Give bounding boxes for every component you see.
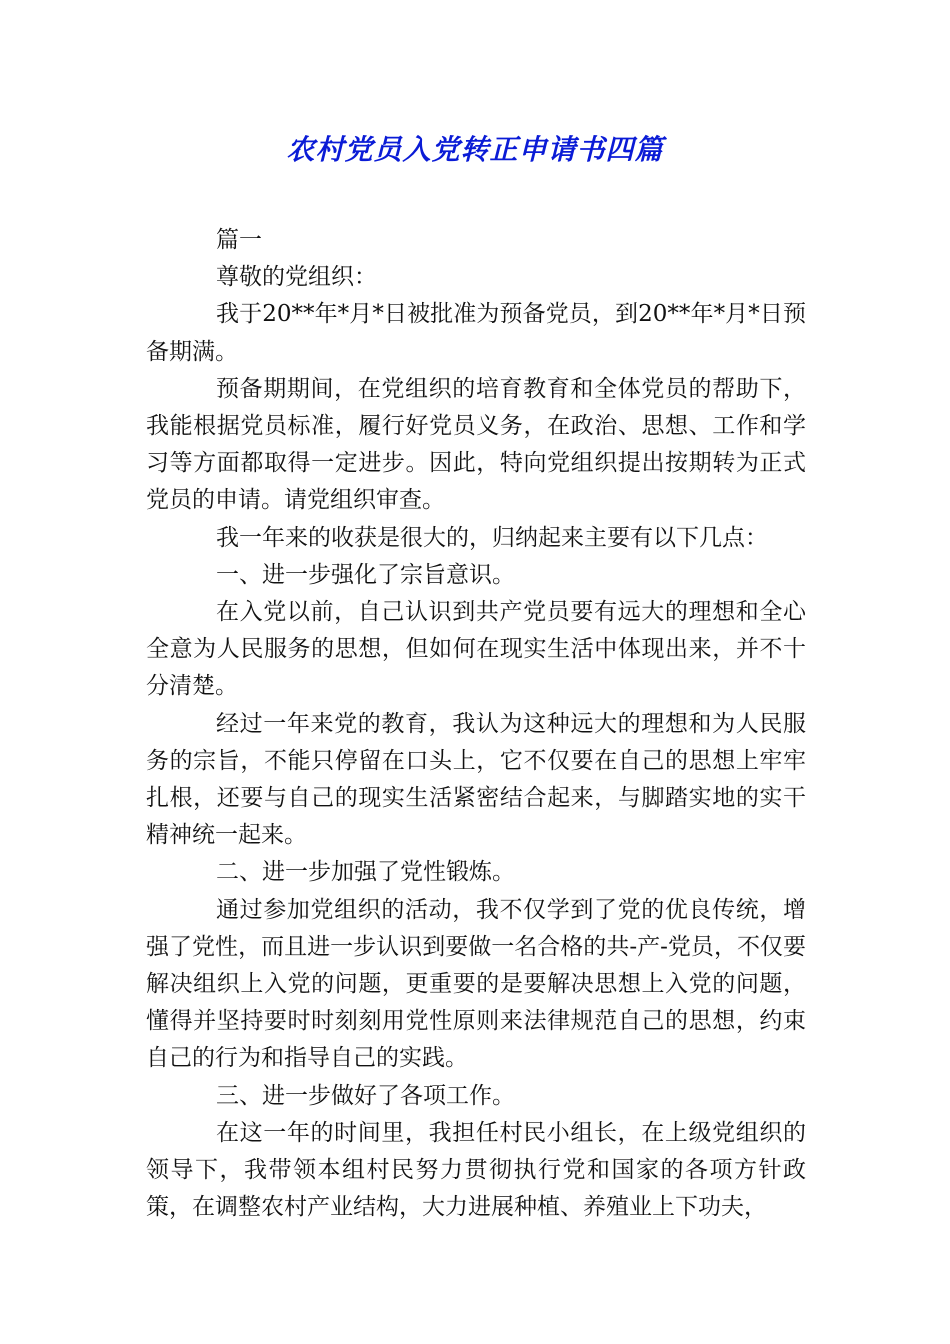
- subheading: 一、进一步强化了宗旨意识。: [216, 561, 515, 588]
- section-heading: 篇一: [216, 227, 262, 253]
- body-paragraph: 通过参加党组织的活动，我不仅学到了党的优良传统，增强了党性，而且进一步认识到要做一名合格的共-产-党员，不仅要解决组织上入党的问题，更重要的是要解决思想上入党的问题，懂得并坚持要时时刻刻用党性原则来法律规范自己的思想，约束自己的行为和指导自己的实践。: [146, 896, 806, 1072]
- document-body: [146, 222, 806, 1226]
- body-paragraph: 经过一年来党的教育，我认为这种远大的理想和为人民服务的宗旨，不能只停留在口头上，它不仅要在自己的思想上牢牢扎根，还要与自己的现实生活紧密结合起来，与脚踏实地的实干精神统一起来。: [146, 710, 806, 849]
- document-title: 农村党员入党转正申请书四篇: [286, 133, 664, 166]
- body-paragraph: 预备期期间，在党组织的培育教育和全体党员的帮助下，我能根据党员标准，履行好党员义务，在政治、思想、工作和学习等方面都取得一定进步。因此，特向党组织提出按期转为正式党员的申请。请党组织审查。: [146, 375, 806, 514]
- body-paragraph: 在这一年的时间里，我担任村民小组长，在上级党组织的领导下，我带领本组村民努力贯彻执行党和国家的各项方针政策，在调整农村产业结构，大力进展种植、养殖业上下功夫，: [146, 1119, 806, 1221]
- body-paragraph: 我于20**年*月*日被批准为预备党员，到20**年*月*日预备期满。: [146, 301, 806, 365]
- subheading: 二、进一步加强了党性锻炼。: [216, 859, 515, 886]
- body-paragraph: 我一年来的收获是很大的，归纳起来主要有以下几点：: [216, 524, 768, 551]
- body-paragraph: 在入党以前，自己认识到共产党员要有远大的理想和全心全意为人民服务的思想，但如何在现实生活中体现出来，并不十分清楚。: [146, 599, 806, 700]
- salutation: 尊敬的党组织：: [216, 264, 377, 291]
- subheading: 三、进一步做好了各项工作。: [216, 1082, 515, 1109]
